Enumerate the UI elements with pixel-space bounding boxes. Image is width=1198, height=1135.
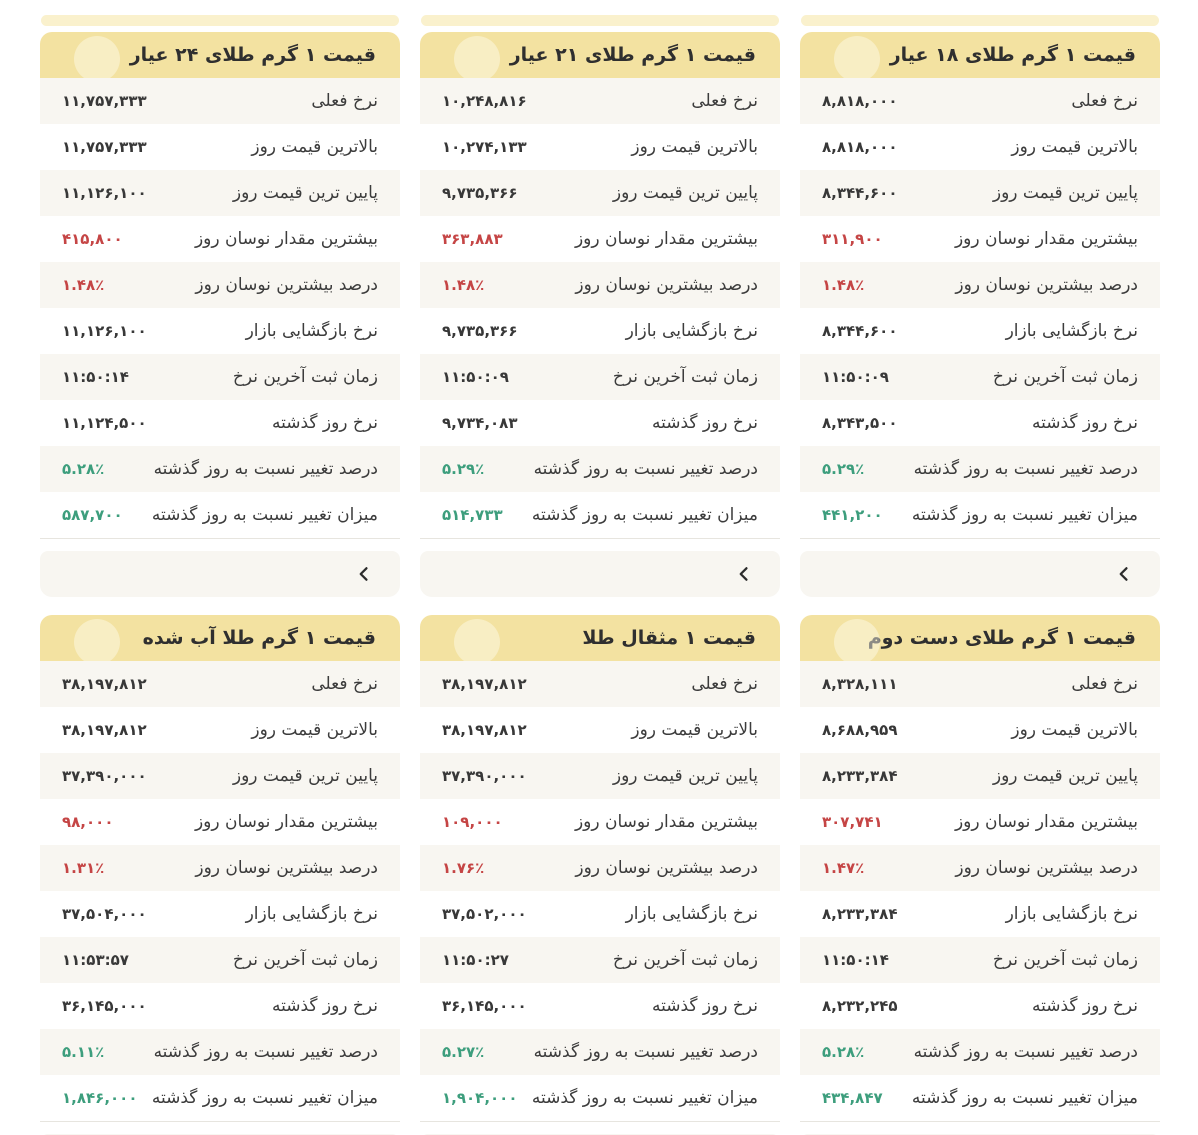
stat-row [800, 845, 1160, 891]
divider [420, 538, 780, 539]
stat-label: نرخ روز گذشته [271, 413, 378, 433]
stat-row [40, 262, 400, 308]
header-watermark-circle [454, 619, 500, 661]
stat-row [40, 753, 400, 799]
header-watermark-circle [74, 619, 120, 661]
stat-row [40, 983, 400, 1029]
stat-row [40, 446, 400, 492]
stat-value: ۵.۲۹٪ [822, 460, 865, 478]
stat-label: پایین ترین قیمت روز [612, 766, 758, 786]
card-title: قیمت ۱ گرم طلای ۲۱ عیار [509, 43, 756, 66]
stat-value: ۱۰۹,۰۰۰ [442, 813, 503, 831]
card-header [420, 615, 780, 661]
stat-value: ۵.۲۷٪ [442, 1043, 485, 1061]
stat-row [420, 707, 780, 753]
card-footer [800, 551, 1160, 597]
stat-value: ۱۱:۵۰:۱۴ [62, 368, 129, 386]
card-title: قیمت ۱ گرم طلای ۲۴ عیار [129, 43, 376, 66]
stat-label: پایین ترین قیمت روز [612, 183, 758, 203]
price-card-18k [800, 32, 1160, 597]
cutoff-card-edge [801, 15, 1159, 26]
stat-row [800, 492, 1160, 538]
stat-value: ۳۱۱,۹۰۰ [822, 230, 883, 248]
stat-label: نرخ فعلی [691, 674, 758, 694]
stat-label: میزان تغییر نسبت به روز گذشته [151, 1088, 378, 1108]
stat-value: ۹,۷۳۵,۳۶۶ [442, 184, 518, 202]
stat-row [800, 216, 1160, 262]
stat-value: ۴۴۱,۲۰۰ [822, 506, 883, 524]
stat-label: پایین ترین قیمت روز [232, 766, 378, 786]
stat-label: بیشترین مقدار نوسان روز [194, 812, 378, 832]
stat-row [420, 492, 780, 538]
stat-row [40, 400, 400, 446]
stat-label: زمان ثبت آخرین نرخ [612, 950, 758, 970]
stat-label: میزان تغییر نسبت به روز گذشته [531, 1088, 758, 1108]
card-title: قیمت ۱ مثقال طلا [582, 626, 756, 649]
stat-row [800, 78, 1160, 124]
stat-value: ۵.۲۸٪ [62, 460, 105, 478]
stat-label: درصد تغییر نسبت به روز گذشته [153, 459, 378, 479]
divider [800, 1121, 1160, 1122]
price-card-mithqal [420, 615, 780, 1135]
stat-row [420, 891, 780, 937]
stat-label: بیشترین مقدار نوسان روز [194, 229, 378, 249]
stat-label: بیشترین مقدار نوسان روز [954, 812, 1138, 832]
stat-label: نرخ فعلی [1071, 674, 1138, 694]
stat-value: ۵.۱۱٪ [62, 1043, 105, 1061]
stat-label: بالاترین قیمت روز [251, 720, 378, 740]
stat-label: بالاترین قیمت روز [631, 137, 758, 157]
stat-value: ۱۱,۱۲۴,۵۰۰ [62, 414, 147, 432]
stat-value: ۸,۸۱۸,۰۰۰ [822, 92, 898, 110]
stat-value: ۸,۳۴۴,۶۰۰ [822, 184, 898, 202]
price-card-21k [420, 32, 780, 597]
stat-value: ۳۰۷,۷۴۱ [822, 813, 883, 831]
stat-value: ۸,۲۳۳,۳۸۴ [822, 767, 898, 785]
stat-label: نرخ روز گذشته [651, 413, 758, 433]
stat-row [40, 492, 400, 538]
header-watermark-circle [74, 36, 120, 78]
stat-label: بیشترین مقدار نوسان روز [574, 229, 758, 249]
stat-row [800, 707, 1160, 753]
stat-value: ۳۶۳,۸۸۳ [442, 230, 503, 248]
stat-row [420, 845, 780, 891]
stat-row [40, 216, 400, 262]
card-header [40, 32, 400, 78]
stat-label: نرخ روز گذشته [1031, 996, 1138, 1016]
card-header [800, 615, 1160, 661]
stat-value: ۱۱:۵۰:۰۹ [442, 368, 509, 386]
stat-value: ۱۱:۵۰:۲۷ [442, 951, 509, 969]
stat-label: درصد تغییر نسبت به روز گذشته [533, 1042, 758, 1062]
stat-label: درصد بیشترین نوسان روز [575, 275, 758, 295]
stat-row [800, 1075, 1160, 1121]
stat-value: ۹۸,۰۰۰ [62, 813, 114, 831]
stat-row [420, 354, 780, 400]
stat-label: بالاترین قیمت روز [1011, 137, 1138, 157]
stat-value: ۸,۲۳۲,۲۴۵ [822, 997, 898, 1015]
stat-value: ۸,۳۴۳,۵۰۰ [822, 414, 898, 432]
stat-value: ۱,۸۴۶,۰۰۰ [62, 1089, 138, 1107]
stat-label: نرخ بازگشایی بازار [245, 321, 378, 341]
stat-row [420, 170, 780, 216]
stat-row [40, 661, 400, 707]
price-card-melted [40, 615, 400, 1135]
card-footer [40, 551, 400, 597]
stat-label: زمان ثبت آخرین نرخ [992, 367, 1138, 387]
stat-row [800, 170, 1160, 216]
header-watermark-circle [834, 619, 880, 661]
card-header [800, 32, 1160, 78]
stat-value: ۳۸,۱۹۷,۸۱۲ [442, 675, 527, 693]
price-card-secondhand [800, 615, 1160, 1135]
stat-value: ۳۸,۱۹۷,۸۱۲ [442, 721, 527, 739]
stat-row [40, 845, 400, 891]
stat-value: ۱.۴۸٪ [822, 276, 865, 294]
stat-value: ۹,۷۳۴,۰۸۳ [442, 414, 518, 432]
cutoff-card-edge [41, 15, 399, 26]
stat-row [420, 799, 780, 845]
stat-label: میزان تغییر نسبت به روز گذشته [911, 505, 1138, 525]
divider [40, 1121, 400, 1122]
stat-label: میزان تغییر نسبت به روز گذشته [151, 505, 378, 525]
stat-label: نرخ فعلی [311, 91, 378, 111]
stat-row [800, 937, 1160, 983]
stat-value: ۱۰,۲۴۸,۸۱۶ [442, 92, 527, 110]
stat-value: ۱۱,۱۲۶,۱۰۰ [62, 322, 147, 340]
stat-value: ۱۱,۱۲۶,۱۰۰ [62, 184, 147, 202]
stat-row [40, 78, 400, 124]
stat-value: ۸,۳۲۸,۱۱۱ [822, 675, 898, 693]
stat-label: نرخ بازگشایی بازار [625, 321, 758, 341]
stat-value: ۳۷,۳۹۰,۰۰۰ [442, 767, 527, 785]
stat-value: ۵۱۴,۷۳۳ [442, 506, 503, 524]
stat-row [800, 354, 1160, 400]
stat-value: ۱,۹۰۴,۰۰۰ [442, 1089, 518, 1107]
stat-row [800, 446, 1160, 492]
card-title: قیمت ۱ گرم طلای ۱۸ عیار [889, 43, 1136, 66]
stat-row [800, 262, 1160, 308]
chevron-left-icon [1115, 565, 1133, 583]
stat-value: ۳۷,۵۰۴,۰۰۰ [62, 905, 147, 923]
stat-label: نرخ روز گذشته [271, 996, 378, 1016]
stat-value: ۱.۳۱٪ [62, 859, 105, 877]
stat-label: درصد بیشترین نوسان روز [575, 858, 758, 878]
chevron-left-icon [355, 565, 373, 583]
stat-row [420, 308, 780, 354]
stat-value: ۵.۲۹٪ [442, 460, 485, 478]
stat-row [40, 308, 400, 354]
stat-row [800, 661, 1160, 707]
header-watermark-circle [834, 36, 880, 78]
stat-value: ۳۸,۱۹۷,۸۱۲ [62, 675, 147, 693]
stat-label: نرخ فعلی [691, 91, 758, 111]
stat-row [800, 891, 1160, 937]
divider [420, 1121, 780, 1122]
stat-label: زمان ثبت آخرین نرخ [232, 367, 378, 387]
expand-card-button[interactable] [1112, 562, 1136, 586]
stat-label: پایین ترین قیمت روز [992, 766, 1138, 786]
expand-card-button[interactable] [352, 562, 376, 586]
chevron-left-icon [735, 565, 753, 583]
stat-row [40, 354, 400, 400]
divider [40, 538, 400, 539]
card-header [420, 32, 780, 78]
stat-value: ۸,۸۱۸,۰۰۰ [822, 138, 898, 156]
stat-label: نرخ روز گذشته [651, 996, 758, 1016]
stat-row [40, 124, 400, 170]
stat-label: بالاترین قیمت روز [631, 720, 758, 740]
stat-row [420, 400, 780, 446]
stat-label: درصد تغییر نسبت به روز گذشته [153, 1042, 378, 1062]
stat-value: ۳۷,۵۰۲,۰۰۰ [442, 905, 527, 923]
stat-row [420, 78, 780, 124]
stat-value: ۱۱:۵۳:۵۷ [62, 951, 129, 969]
card-footer [420, 551, 780, 597]
stat-row [420, 124, 780, 170]
stat-label: بیشترین مقدار نوسان روز [954, 229, 1138, 249]
stat-row [800, 799, 1160, 845]
stat-label: نرخ بازگشایی بازار [1005, 321, 1138, 341]
stat-row [420, 1029, 780, 1075]
divider [800, 538, 1160, 539]
stat-value: ۳۷,۳۹۰,۰۰۰ [62, 767, 147, 785]
stat-value: ۸,۶۸۸,۹۵۹ [822, 721, 898, 739]
stat-label: درصد بیشترین نوسان روز [955, 858, 1138, 878]
stat-row [40, 937, 400, 983]
stat-value: ۴۳۴,۸۴۷ [822, 1089, 883, 1107]
price-card-24k [40, 32, 400, 597]
stat-label: زمان ثبت آخرین نرخ [612, 367, 758, 387]
stat-value: ۳۸,۱۹۷,۸۱۲ [62, 721, 147, 739]
stat-row [40, 1075, 400, 1121]
stat-value: ۸,۳۴۴,۶۰۰ [822, 322, 898, 340]
stat-value: ۸,۲۳۳,۳۸۴ [822, 905, 898, 923]
stat-row [420, 446, 780, 492]
stat-row [40, 1029, 400, 1075]
stat-row [40, 799, 400, 845]
stat-label: درصد تغییر نسبت به روز گذشته [913, 459, 1138, 479]
stat-value: ۳۶,۱۴۵,۰۰۰ [442, 997, 527, 1015]
stat-row [420, 983, 780, 1029]
stat-row [420, 1075, 780, 1121]
stat-value: ۱.۴۸٪ [62, 276, 105, 294]
stat-row [800, 400, 1160, 446]
stat-label: نرخ فعلی [311, 674, 378, 694]
stat-row [40, 707, 400, 753]
stat-row [800, 1029, 1160, 1075]
stat-value: ۱۱,۷۵۷,۳۳۳ [62, 138, 147, 156]
stat-label: نرخ بازگشایی بازار [1005, 904, 1138, 924]
stat-row [800, 753, 1160, 799]
stat-label: درصد تغییر نسبت به روز گذشته [533, 459, 758, 479]
stat-row [420, 937, 780, 983]
stat-label: میزان تغییر نسبت به روز گذشته [531, 505, 758, 525]
stat-label: میزان تغییر نسبت به روز گذشته [911, 1088, 1138, 1108]
stat-value: ۵۸۷,۷۰۰ [62, 506, 123, 524]
stat-value: ۳۶,۱۴۵,۰۰۰ [62, 997, 147, 1015]
stat-label: درصد بیشترین نوسان روز [955, 275, 1138, 295]
stat-label: درصد بیشترین نوسان روز [195, 275, 378, 295]
card-title: قیمت ۱ گرم طلا آب شده [142, 626, 376, 649]
cutoff-card-edge [421, 15, 779, 26]
stat-row [40, 891, 400, 937]
stat-value: ۱.۴۸٪ [442, 276, 485, 294]
stat-label: پایین ترین قیمت روز [992, 183, 1138, 203]
stat-label: پایین ترین قیمت روز [232, 183, 378, 203]
stat-label: درصد بیشترین نوسان روز [195, 858, 378, 878]
header-watermark-circle [454, 36, 500, 78]
stat-label: بالاترین قیمت روز [251, 137, 378, 157]
stat-label: نرخ بازگشایی بازار [245, 904, 378, 924]
stat-label: بالاترین قیمت روز [1011, 720, 1138, 740]
stat-row [40, 170, 400, 216]
card-header [40, 615, 400, 661]
stat-value: ۱.۷۶٪ [442, 859, 485, 877]
card-title: قیمت ۱ گرم طلای دست دوم [867, 626, 1136, 649]
stat-label: بیشترین مقدار نوسان روز [574, 812, 758, 832]
stat-label: زمان ثبت آخرین نرخ [232, 950, 378, 970]
stat-row [800, 124, 1160, 170]
stat-row [420, 216, 780, 262]
stat-value: ۱۰,۲۷۴,۱۳۳ [442, 138, 527, 156]
stat-row [800, 983, 1160, 1029]
stat-value: ۱۱:۵۰:۱۴ [822, 951, 889, 969]
stat-value: ۱۱,۷۵۷,۳۳۳ [62, 92, 147, 110]
stat-row [420, 262, 780, 308]
stat-value: ۴۱۵,۸۰۰ [62, 230, 123, 248]
stat-label: نرخ فعلی [1071, 91, 1138, 111]
stat-row [420, 661, 780, 707]
stat-label: زمان ثبت آخرین نرخ [992, 950, 1138, 970]
stat-row [800, 308, 1160, 354]
stat-label: درصد تغییر نسبت به روز گذشته [913, 1042, 1138, 1062]
stat-label: نرخ روز گذشته [1031, 413, 1138, 433]
stat-label: نرخ بازگشایی بازار [625, 904, 758, 924]
stat-value: ۵.۲۸٪ [822, 1043, 865, 1061]
stat-value: ۱.۴۷٪ [822, 859, 865, 877]
stat-value: ۹,۷۳۵,۳۶۶ [442, 322, 518, 340]
stat-row [420, 753, 780, 799]
stat-value: ۱۱:۵۰:۰۹ [822, 368, 889, 386]
expand-card-button[interactable] [732, 562, 756, 586]
